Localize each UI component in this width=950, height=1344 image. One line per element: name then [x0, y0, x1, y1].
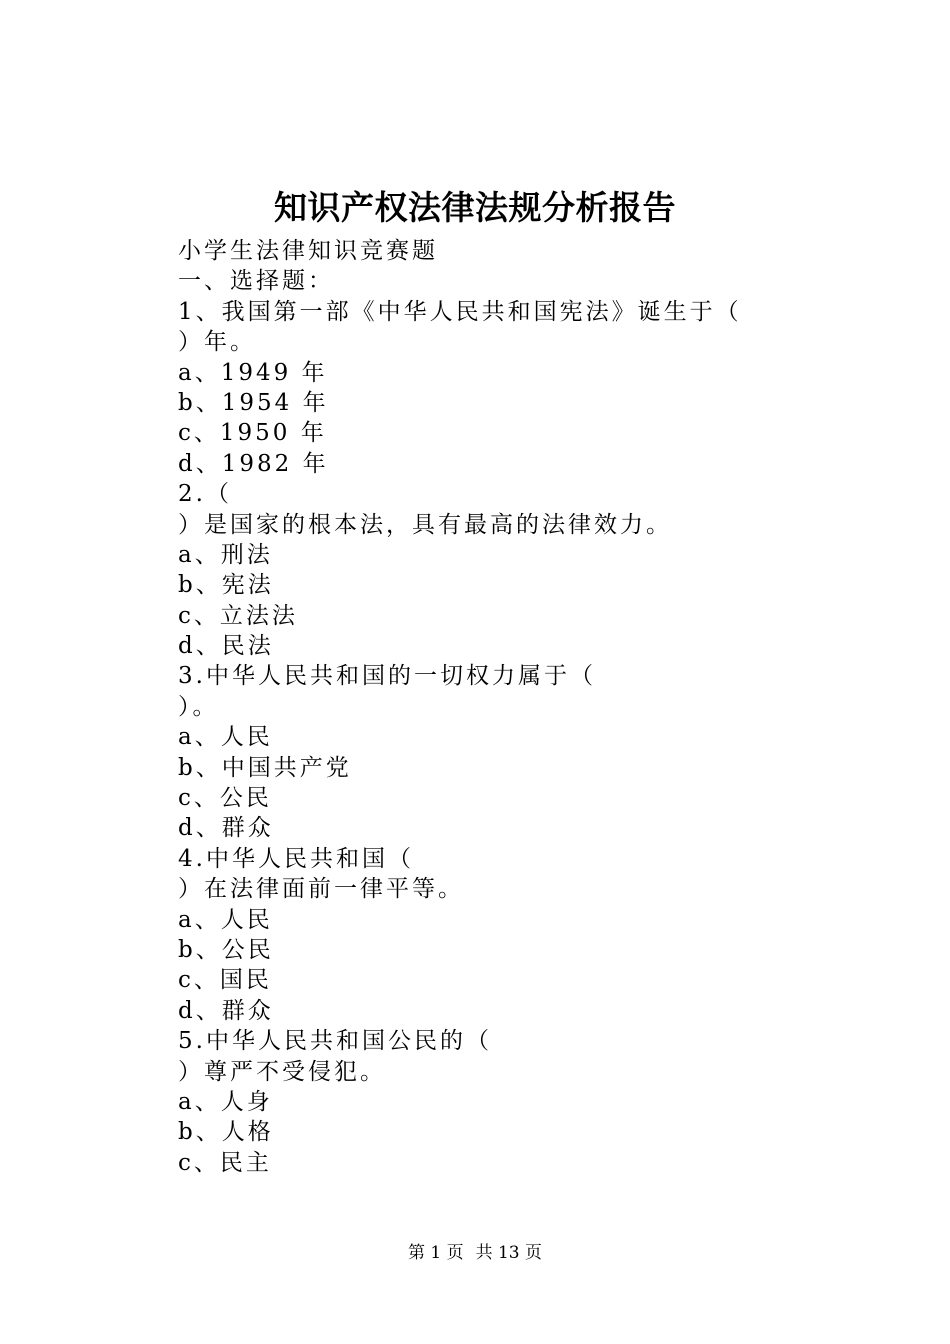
question-line: 2.（: [178, 481, 232, 508]
answer-option: a、刑法: [178, 541, 273, 568]
answer-option: a、1949 年: [178, 359, 328, 386]
page-number: 第 1 页: [407, 1243, 464, 1263]
answer-option: b、公民: [178, 936, 274, 963]
subsection-heading: 一、选择题：: [178, 268, 334, 295]
question-line: 4.中华人民共和国（: [178, 845, 414, 872]
answer-option: d、群众: [178, 815, 274, 842]
answer-option: b、1954 年: [178, 389, 329, 416]
page-total: 共 13 页: [475, 1243, 543, 1263]
document-title: 知识产权法律法规分析报告: [274, 188, 676, 227]
question-line: ）。: [178, 693, 219, 720]
question-line: 3.中华人民共和国的一切权力属于（: [178, 663, 596, 690]
answer-option: c、民主: [178, 1149, 272, 1176]
answer-option: b、中国共产党: [178, 754, 352, 781]
answer-option: b、人格: [178, 1119, 274, 1146]
answer-option: c、立法法: [178, 602, 298, 629]
answer-option: c、公民: [178, 785, 272, 812]
section-heading: 小学生法律知识竞赛题: [178, 238, 438, 264]
question-line: 5.中华人民共和国公民的（: [178, 1028, 492, 1055]
question-line: ）尊严不受侵犯。: [178, 1058, 386, 1085]
answer-option: d、民法: [178, 633, 274, 660]
answer-option: a、人身: [178, 1088, 273, 1115]
question-line: 1、我国第一部《中华人民共和国宪法》诞生于（: [178, 298, 742, 325]
question-line: ）年。: [178, 329, 256, 356]
question-line: ）在法律面前一律平等。: [178, 876, 464, 903]
page-footer: [0, 1240, 950, 1266]
answer-option: d、群众: [178, 997, 274, 1024]
question-line: ）是国家的根本法，具有最高的法律效力。: [178, 511, 672, 538]
answer-option: c、1950 年: [178, 420, 327, 447]
answer-option: a、人民: [178, 724, 273, 751]
answer-option: c、国民: [178, 967, 272, 994]
answer-option: d、1982 年: [178, 450, 329, 477]
answer-option: b、宪法: [178, 572, 274, 599]
answer-option: a、人民: [178, 906, 273, 933]
document-body: [178, 236, 798, 1178]
